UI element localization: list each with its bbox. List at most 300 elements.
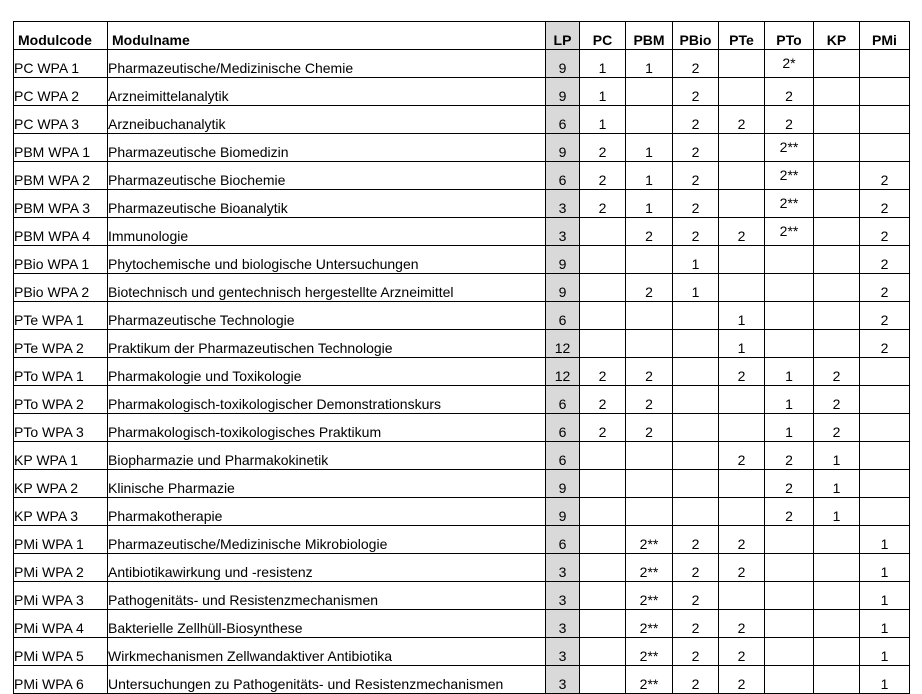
header-row xyxy=(14,22,910,50)
kp-value-cell xyxy=(814,470,860,498)
pte-value: 2 xyxy=(737,116,746,132)
pbio-value-cell xyxy=(673,78,719,106)
pmi-value-cell xyxy=(860,302,910,330)
pbio-value-cell xyxy=(673,302,719,330)
pc-value-cell xyxy=(580,386,626,414)
pto-value: 2 xyxy=(785,452,793,468)
header-kp: KP xyxy=(814,22,860,50)
pte-value-cell xyxy=(719,162,765,190)
pte-value: 2 xyxy=(737,620,746,636)
pbio-value-cell xyxy=(673,134,719,162)
lp-cell: 9 xyxy=(546,498,580,526)
pbio-value-cell xyxy=(673,330,719,358)
module-code-cell: PBM WPA 4 xyxy=(14,218,108,246)
pbm-value-cell xyxy=(626,274,673,302)
lp-cell: 6 xyxy=(546,302,580,330)
header-pto: PTo xyxy=(765,22,814,50)
pbm-value-cell xyxy=(626,610,673,638)
table-row xyxy=(14,302,910,330)
pmi-value: 2 xyxy=(880,340,889,356)
pte-value-cell xyxy=(719,302,765,330)
pc-value-cell xyxy=(580,162,626,190)
pbm-value-cell xyxy=(626,302,673,330)
header-pmi: PMi xyxy=(860,22,910,50)
module-code-cell: KP WPA 1 xyxy=(14,442,108,470)
pbm-value-cell xyxy=(626,554,673,582)
lp-cell: 3 xyxy=(546,554,580,582)
pte-value-cell xyxy=(719,554,765,582)
module-code-cell: PTo WPA 3 xyxy=(14,414,108,442)
pmi-value-cell xyxy=(860,442,910,470)
pto-value-cell xyxy=(765,134,814,162)
pte-value-cell xyxy=(719,330,765,358)
pbio-value: 2 xyxy=(691,200,700,216)
module-name-cell: Untersuchungen zu Pathogenitäts- und Resistenzmechanismen xyxy=(108,666,546,694)
header-pc: PC xyxy=(580,22,626,50)
pbm-value: 2** xyxy=(639,648,659,664)
table-row xyxy=(14,162,910,190)
pc-value-cell xyxy=(580,610,626,638)
pbm-value: 2 xyxy=(645,424,653,440)
pbio-value: 2 xyxy=(691,648,700,664)
pte-value-cell xyxy=(719,50,765,78)
pmi-value: 2 xyxy=(880,284,889,300)
table-row xyxy=(14,470,910,498)
pbio-value-cell xyxy=(673,414,719,442)
pbio-value: 2 xyxy=(691,536,700,552)
table-row xyxy=(14,386,910,414)
pmi-value-cell xyxy=(860,50,910,78)
pte-value-cell xyxy=(719,610,765,638)
module-code-cell: PBM WPA 1 xyxy=(14,134,108,162)
pmi-value-cell xyxy=(860,78,910,106)
module-name-cell: Pharmazeutische/Medizinische Chemie xyxy=(108,50,546,78)
header-pbio: PBio xyxy=(673,22,719,50)
pbm-value: 1 xyxy=(645,200,653,216)
pbm-value: 2** xyxy=(639,592,659,608)
pmi-value-cell xyxy=(860,106,910,134)
pte-value: 2 xyxy=(737,368,746,384)
pte-value: 2 xyxy=(737,564,746,580)
pto-value-cell xyxy=(765,106,814,134)
module-name-cell: Antibiotikawirkung und -resistenz xyxy=(108,554,546,582)
pbio-value-cell xyxy=(673,554,719,582)
lp-cell: 9 xyxy=(546,50,580,78)
module-name-cell: Pharmakotherapie xyxy=(108,498,546,526)
lp-cell: 3 xyxy=(546,638,580,666)
kp-value: 2 xyxy=(832,368,841,384)
kp-value-cell xyxy=(814,386,860,414)
lp-cell: 12 xyxy=(546,330,580,358)
kp-value-cell xyxy=(814,582,860,610)
pmi-value-cell xyxy=(860,414,910,442)
pbio-value: 2 xyxy=(691,172,700,188)
module-name-cell: Praktikum der Pharmazeutischen Technologie xyxy=(108,330,546,358)
module-name-cell: Pathogenitäts- und Resistenzmechanismen xyxy=(108,582,546,610)
module-name-cell: Arzneibuchanalytik xyxy=(108,106,546,134)
pc-value: 2 xyxy=(598,144,607,160)
pto-value: 2** xyxy=(779,167,799,183)
module-name-cell: Pharmakologisch-toxikologisches Praktikum xyxy=(108,414,546,442)
pbio-value: 2 xyxy=(691,88,700,104)
table-body xyxy=(14,50,910,694)
kp-value-cell xyxy=(814,106,860,134)
pto-value-cell xyxy=(765,554,814,582)
kp-value: 2 xyxy=(832,424,841,440)
kp-value-cell xyxy=(814,78,860,106)
pc-value: 2 xyxy=(598,368,607,384)
module-name-cell: Bakterielle Zellhüll-Biosynthese xyxy=(108,610,546,638)
pmi-value-cell xyxy=(860,386,910,414)
pmi-value-cell xyxy=(860,274,910,302)
kp-value-cell xyxy=(814,50,860,78)
pto-value-cell xyxy=(765,358,814,386)
kp-value-cell xyxy=(814,414,860,442)
pbio-value: 2 xyxy=(691,620,700,636)
pc-value-cell xyxy=(580,190,626,218)
pbio-value: 1 xyxy=(691,256,700,272)
pbio-value-cell xyxy=(673,498,719,526)
pmi-value: 2 xyxy=(880,312,889,328)
kp-value-cell xyxy=(814,666,860,694)
lp-cell: 6 xyxy=(546,442,580,470)
pbm-value: 2 xyxy=(645,368,653,384)
module-code-cell: KP WPA 3 xyxy=(14,498,108,526)
pmi-value: 2 xyxy=(880,256,889,272)
pbm-value-cell xyxy=(626,218,673,246)
kp-value: 1 xyxy=(832,452,841,468)
lp-cell: 9 xyxy=(546,78,580,106)
pte-value: 2 xyxy=(737,452,746,468)
pc-value-cell xyxy=(580,582,626,610)
module-code-cell: PTe WPA 2 xyxy=(14,330,108,358)
pte-value: 1 xyxy=(737,312,746,328)
lp-cell: 9 xyxy=(546,470,580,498)
pbm-value-cell xyxy=(626,78,673,106)
pte-value-cell xyxy=(719,106,765,134)
pc-value-cell xyxy=(580,302,626,330)
pbio-value: 1 xyxy=(691,284,700,300)
pto-value-cell xyxy=(765,302,814,330)
module-name-cell: Pharmazeutische Biomedizin xyxy=(108,134,546,162)
pmi-value: 1 xyxy=(880,592,889,608)
table-row xyxy=(14,218,910,246)
pmi-value: 1 xyxy=(880,676,889,692)
pte-value-cell xyxy=(719,526,765,554)
lp-cell: 9 xyxy=(546,134,580,162)
lp-cell: 12 xyxy=(546,358,580,386)
pmi-value-cell xyxy=(860,582,910,610)
module-code-cell: PTo WPA 2 xyxy=(14,386,108,414)
table-row xyxy=(14,78,910,106)
pbm-value: 1 xyxy=(645,60,653,76)
pbm-value-cell xyxy=(626,106,673,134)
table-row xyxy=(14,666,910,694)
pte-value: 2 xyxy=(737,648,746,664)
pto-value-cell xyxy=(765,78,814,106)
pto-value-cell xyxy=(765,190,814,218)
pbm-value-cell xyxy=(626,582,673,610)
pmi-value-cell xyxy=(860,554,910,582)
module-name-cell: Wirkmechanismen Zellwandaktiver Antibiotika xyxy=(108,638,546,666)
pto-value-cell xyxy=(765,274,814,302)
pte-value-cell xyxy=(719,218,765,246)
header-lp: LP xyxy=(546,22,580,50)
kp-value-cell xyxy=(814,554,860,582)
module-name-cell: Pharmazeutische Technologie xyxy=(108,302,546,330)
lp-cell: 6 xyxy=(546,386,580,414)
pbm-value-cell xyxy=(626,330,673,358)
pbm-value: 2** xyxy=(639,676,659,692)
pc-value-cell xyxy=(580,50,626,78)
pto-value-cell xyxy=(765,414,814,442)
module-code-cell: PMi WPA 6 xyxy=(14,666,108,694)
pbm-value: 1 xyxy=(645,172,653,188)
pto-value-cell xyxy=(765,498,814,526)
pbio-value-cell xyxy=(673,190,719,218)
pto-value: 2 xyxy=(785,480,793,496)
pte-value: 2 xyxy=(737,676,746,692)
module-name-cell: Klinische Pharmazie xyxy=(108,470,546,498)
lp-cell: 3 xyxy=(546,666,580,694)
pte-value-cell xyxy=(719,190,765,218)
pc-value: 2 xyxy=(598,200,607,216)
pbm-value-cell xyxy=(626,470,673,498)
kp-value-cell xyxy=(814,330,860,358)
pte-value-cell xyxy=(719,134,765,162)
pbm-value-cell xyxy=(626,358,673,386)
kp-value-cell xyxy=(814,442,860,470)
lp-cell: 6 xyxy=(546,414,580,442)
pbio-value-cell xyxy=(673,246,719,274)
pbio-value-cell xyxy=(673,526,719,554)
pto-value-cell xyxy=(765,330,814,358)
pc-value-cell xyxy=(580,442,626,470)
pto-value: 2** xyxy=(779,223,799,239)
pbm-value-cell xyxy=(626,190,673,218)
pc-value-cell xyxy=(580,134,626,162)
pc-value-cell xyxy=(580,666,626,694)
lp-cell: 3 xyxy=(546,610,580,638)
header-pte: PTe xyxy=(719,22,765,50)
pmi-value: 2 xyxy=(880,228,889,244)
pbm-value-cell xyxy=(626,386,673,414)
header-pbm: PBM xyxy=(626,22,673,50)
lp-cell: 9 xyxy=(546,274,580,302)
pbio-value-cell xyxy=(673,106,719,134)
pmi-value: 2 xyxy=(880,200,889,216)
pc-value-cell xyxy=(580,246,626,274)
pbio-value-cell xyxy=(673,50,719,78)
pbm-value-cell xyxy=(626,526,673,554)
pto-value-cell xyxy=(765,582,814,610)
pbm-value: 1 xyxy=(645,144,653,160)
module-name-cell: Immunologie xyxy=(108,218,546,246)
pmi-value-cell xyxy=(860,666,910,694)
module-name-cell: Pharmakologie und Toxikologie xyxy=(108,358,546,386)
pc-value: 1 xyxy=(598,116,607,132)
pte-value-cell xyxy=(719,442,765,470)
modules-table xyxy=(13,21,910,694)
pbio-value: 2 xyxy=(691,144,700,160)
pbm-value-cell xyxy=(626,498,673,526)
pto-value: 1 xyxy=(785,424,793,440)
pmi-value: 1 xyxy=(880,648,889,664)
pte-value-cell xyxy=(719,386,765,414)
kp-value-cell xyxy=(814,498,860,526)
pc-value-cell xyxy=(580,638,626,666)
table-row xyxy=(14,274,910,302)
pbio-value: 2 xyxy=(691,228,700,244)
pbm-value: 2 xyxy=(645,228,653,244)
pbio-value-cell xyxy=(673,638,719,666)
pte-value-cell xyxy=(719,274,765,302)
pc-value-cell xyxy=(580,78,626,106)
table-row xyxy=(14,106,910,134)
module-name-cell: Pharmazeutische Bioanalytik xyxy=(108,190,546,218)
module-code-cell: PBM WPA 3 xyxy=(14,190,108,218)
kp-value-cell xyxy=(814,218,860,246)
pte-value-cell xyxy=(719,358,765,386)
kp-value: 1 xyxy=(832,480,841,496)
table-row xyxy=(14,498,910,526)
pte-value-cell xyxy=(719,470,765,498)
pc-value-cell xyxy=(580,106,626,134)
table-row xyxy=(14,526,910,554)
pc-value-cell xyxy=(580,218,626,246)
header-modulname: Modulname xyxy=(108,22,546,50)
kp-value-cell xyxy=(814,638,860,666)
pto-value-cell xyxy=(765,442,814,470)
pmi-value: 1 xyxy=(880,564,889,580)
module-code-cell: PBio WPA 1 xyxy=(14,246,108,274)
pc-value-cell xyxy=(580,330,626,358)
kp-value-cell xyxy=(814,302,860,330)
pc-value: 1 xyxy=(598,88,607,104)
module-code-cell: PC WPA 1 xyxy=(14,50,108,78)
pbm-value: 2** xyxy=(639,564,659,580)
pmi-value-cell xyxy=(860,162,910,190)
pmi-value-cell xyxy=(860,498,910,526)
module-code-cell: PBio WPA 2 xyxy=(14,274,108,302)
module-code-cell: PTe WPA 1 xyxy=(14,302,108,330)
table-row xyxy=(14,638,910,666)
pbm-value-cell xyxy=(626,638,673,666)
module-code-cell: PTo WPA 1 xyxy=(14,358,108,386)
pte-value-cell xyxy=(719,638,765,666)
kp-value-cell xyxy=(814,526,860,554)
pc-value-cell xyxy=(580,414,626,442)
module-code-cell: PMi WPA 1 xyxy=(14,526,108,554)
module-code-cell: PMi WPA 2 xyxy=(14,554,108,582)
pmi-value-cell xyxy=(860,470,910,498)
pte-value: 1 xyxy=(737,340,746,356)
lp-cell: 3 xyxy=(546,218,580,246)
pto-value: 1 xyxy=(785,396,793,412)
pbm-value-cell xyxy=(626,134,673,162)
kp-value-cell xyxy=(814,246,860,274)
pto-value: 2* xyxy=(782,55,796,71)
table-row xyxy=(14,330,910,358)
pbio-value-cell xyxy=(673,386,719,414)
kp-value-cell xyxy=(814,610,860,638)
pbio-value-cell xyxy=(673,218,719,246)
pc-value: 2 xyxy=(598,172,607,188)
kp-value-cell xyxy=(814,190,860,218)
kp-value: 2 xyxy=(832,396,841,412)
pbm-value-cell xyxy=(626,442,673,470)
module-code-cell: PMi WPA 5 xyxy=(14,638,108,666)
module-code-cell: PBM WPA 2 xyxy=(14,162,108,190)
module-code-cell: PC WPA 2 xyxy=(14,78,108,106)
pbm-value-cell xyxy=(626,414,673,442)
module-name-cell: Arzneimittelanalytik xyxy=(108,78,546,106)
module-name-cell: Biopharmazie und Pharmakokinetik xyxy=(108,442,546,470)
module-code-cell: KP WPA 2 xyxy=(14,470,108,498)
pto-value-cell xyxy=(765,162,814,190)
pbm-value-cell xyxy=(626,162,673,190)
pto-value-cell xyxy=(765,526,814,554)
pbm-value: 2** xyxy=(639,620,659,636)
table-row xyxy=(14,414,910,442)
pto-value: 1 xyxy=(785,368,793,384)
pbio-value-cell xyxy=(673,442,719,470)
pte-value-cell xyxy=(719,582,765,610)
kp-value-cell xyxy=(814,274,860,302)
module-code-cell: PMi WPA 3 xyxy=(14,582,108,610)
pbio-value: 2 xyxy=(691,564,700,580)
pc-value: 1 xyxy=(598,60,607,76)
pmi-value-cell xyxy=(860,134,910,162)
pte-value-cell xyxy=(719,414,765,442)
pbio-value-cell xyxy=(673,610,719,638)
pmi-value-cell xyxy=(860,218,910,246)
pto-value: 2** xyxy=(779,195,799,211)
lp-cell: 9 xyxy=(546,246,580,274)
module-name-cell: Phytochemische und biologische Untersuchungen xyxy=(108,246,546,274)
pte-value: 2 xyxy=(737,536,746,552)
pmi-value-cell xyxy=(860,358,910,386)
module-name-cell: Pharmazeutische/Medizinische Mikrobiologie xyxy=(108,526,546,554)
pto-value-cell xyxy=(765,50,814,78)
table-row xyxy=(14,610,910,638)
pmi-value-cell xyxy=(860,190,910,218)
module-name-cell: Biotechnisch und gentechnisch hergestellte Arzneimittel xyxy=(108,274,546,302)
pbio-value-cell xyxy=(673,358,719,386)
table-row xyxy=(14,134,910,162)
kp-value-cell xyxy=(814,134,860,162)
pmi-value: 1 xyxy=(880,620,889,636)
pbio-value: 2 xyxy=(691,592,700,608)
pbm-value: 2** xyxy=(639,536,659,552)
pto-value-cell xyxy=(765,610,814,638)
table-row xyxy=(14,50,910,78)
lp-cell: 3 xyxy=(546,582,580,610)
kp-value-cell xyxy=(814,358,860,386)
kp-value: 1 xyxy=(832,508,841,524)
pbio-value: 2 xyxy=(691,60,700,76)
pbm-value-cell xyxy=(626,666,673,694)
pte-value: 2 xyxy=(737,228,746,244)
table-row xyxy=(14,190,910,218)
table-row xyxy=(14,554,910,582)
pmi-value-cell xyxy=(860,638,910,666)
pto-value: 2 xyxy=(785,508,793,524)
pbm-value-cell xyxy=(626,50,673,78)
table-row xyxy=(14,582,910,610)
lp-cell: 6 xyxy=(546,526,580,554)
lp-cell: 6 xyxy=(546,106,580,134)
